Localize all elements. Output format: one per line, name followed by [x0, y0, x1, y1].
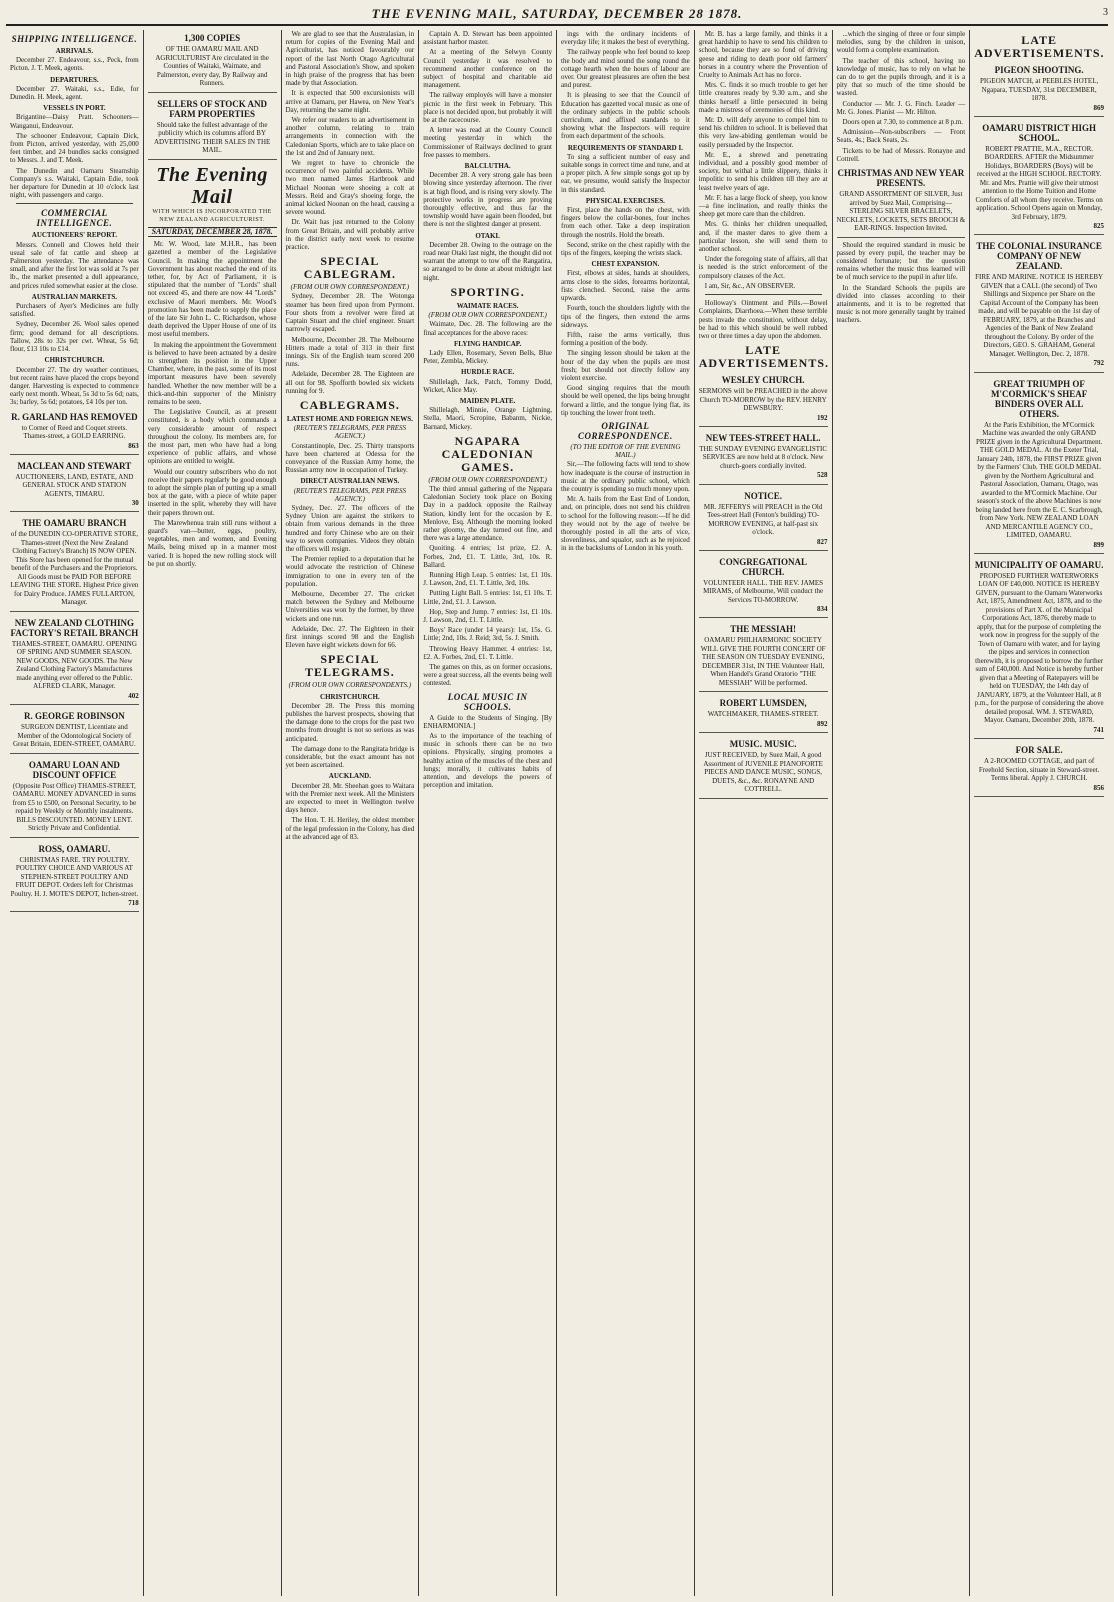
paragraph: To sing a sufficient number of easy and suitable songs in correct time and tune, and at a proper pitch. A few simple songs got up by ear, we presume, would satisfy the Inspector in this standard. — [561, 152, 690, 194]
article-heading: ARRIVALS. — [55, 47, 94, 55]
ad-text: SURGEON DENTIST, Licentiate and Member of the Odontological Society of Great Britain, EDEN-STREET, OAMARU. — [13, 723, 136, 749]
ad-text: ROBERT PRATTIE, M.A., RECTOR. BOARDERS. AFTER the Midsummer Holidays, BOARDERS (Boys) will be received at the HIGH SCHOOL RECTORY. Mr. and Mrs. Prattie will give their utmost attention to the Home Tuition and Home Comforts of all whom they receive. Terms on application. School Opens again on Monday, 3rd February, 1879. — [975, 144, 1103, 221]
paragraph: Throwing Heavy Hammer. 4 entries: 1st, £2. A. Forbes, 2nd, £1. T. Little. — [423, 644, 552, 661]
paragraph: First, elbows at sides, hands at shoulders, arms close to the sides, forearms horizontal, fists clenched. Second, raise the arms upwards. — [561, 269, 690, 303]
paragraph: December 27. The dry weather continues, but recent rains have placed the crops beyond danger. Harvesting is expected to commence early next month. Wheat, 5s 3d to 5s 6d; oats, 3s; barley, 5s 6d; potatoes, £4 10s per ton. — [10, 365, 139, 407]
paragraph: Purchasers of Ayer's Medicines are fully satisfied. — [10, 302, 139, 319]
ad-heading: THE OAMARU BRANCH — [22, 518, 127, 529]
ad-number: 834 — [817, 605, 828, 614]
paper-masthead — [148, 164, 277, 238]
paragraph: The Dunedin and Oamaru Steamship Company's s.s. Waitaki, Captain Edie, took her departure for Dunedin at 10 o'clock last night, with passengers and cargo. — [10, 166, 139, 200]
paragraph: Adelaide, December 28. The Eighteen are all out for 98. Spofforth bowled six wickets running for 9. — [285, 370, 415, 395]
paragraph: Fourth, touch the shoulders lightly with the tips of the fingers, then extend the arms sideways. — [561, 304, 690, 329]
ad-text: At the Paris Exhibition, the M'Cormick Machine was awarded the only GRAND PRIZE given in the Agricultural Department. THE GOLD MEDAL. At the Exeter Trial, January 24th, 1878, the FIRST PRIZE given by the Farmers' Club. THE GOLD MEDAL given by the Northern Agricultural and Pastoral Association, Oamaru, Otago, was awarded to the M'Cormick Machine. Our season's stock of the above Machines is now being landed here from the E. C. Scarbrough, from New York. NEW ZEALAND LOAN AND MERCANTILE AGENCY CO., LIMITED, OAMARU. — [975, 420, 1103, 540]
paragraph: First, place the hands on the chest, with fingers below the collar-bones, four inches from each other. Take a deep inspiration through the nostrils. Hold the breath. — [561, 206, 690, 239]
ad-text: JUST RECEIVED, by Suez Mail, A good Assortment of JUVENILE PIANOFORTE PIECES AND DANCE MUSIC, SONGS, DUETS, &c., &c. RONAYNE AND COTTRELL. — [703, 751, 823, 794]
article-heading: DIRECT AUSTRALIAN NEWS. — [300, 477, 400, 486]
ad-text: A 2-ROOMED COTTAGE, and part of Freehold Section, situate in Steward-street. Terms liberal. Apply J. CHURCH. — [978, 757, 1100, 783]
article-subheading: (REUTER'S TELEGRAMS, PER PRESS AGENCY.) — [293, 424, 407, 441]
ad-heading: MUSIC. MUSIC. — [729, 739, 797, 750]
article-subheading: (FROM OUR OWN CORRESPONDENT.) — [428, 475, 547, 484]
paragraph: We are glad to see that the Australasian, in return for copies of the Evening Mail and Agriculturist, has noticed favourably our report of the last North Otago Agricultural and Pastoral Association's Show, and spoken in high praise of the progress that has been made by that Association. — [285, 30, 415, 88]
paragraph: Constantinople, Dec. 25. Thirty transports have been chartered at Odessa for the conveyance of the Russian Army home, the Russian army now in occupation of Turkey. — [285, 441, 415, 475]
paragraph: The railway employés will have a monster picnic in the first week in February. This place is not decided upon, but probably it will be at the racecourse. — [423, 91, 552, 125]
paragraph: The schooner Endeavour, Captain Dick, from Picton, arrived yesterday, with 25,000 feet timber, and 24 bundles sacks consigned to Messrs. J. and T. Meek. — [10, 131, 139, 165]
ad-heading: ROBERT LUMSDEN, — [719, 698, 807, 709]
paragraph: Dr. Wait has just returned to the Colony from Great Britain, and will probably arrive in the district early next week to resume practice. — [285, 218, 415, 252]
paragraph: Melbourne, December 28. The Melbourne Hitters made a total of 313 in their first innings. Six of the English team scored 200 runs. — [285, 335, 415, 369]
ad-heading: SELLERS OF STOCK AND FARM PROPERTIES — [157, 98, 268, 119]
paragraph: Running High Leap. 5 entries: 1st, £1 10s. J. Lawson, 2nd, £1. T. Little, 3rd, 10s. — [423, 570, 552, 588]
paragraph: Mr. D. will defy anyone to compel him to send his children to school. It is believed that this very law-abiding gentleman would be easily persuaded by the Inspector. — [698, 116, 828, 149]
paragraph: Should the required standard in music be passed by every pupil, the teacher may be considered fortunate; but the question remains whether the music thus learned will be of much service to the pupil in after life. — [836, 240, 966, 282]
paragraph: Hop, Step and Jump. 7 entries: 1st, £1 10s. J. Lawson, 2nd, £1. T. Little. — [423, 607, 552, 624]
section-heading: LOCAL MUSIC IN SCHOOLS. — [447, 691, 528, 712]
article-heading: AUCKLAND. — [328, 772, 371, 781]
article-heading: CHRISTCHURCH. — [44, 356, 105, 365]
paragraph: In the Standard Schools the pupils are divided into classes according to their attainments, and it is to be regretted that music is not more generally taught by trained teachers. — [836, 283, 966, 325]
advertisement — [974, 62, 1104, 117]
paragraph: Good singing requires that the mouth should be well opened, the lips being brought forward a little, and the tongue lying flat, its tip touching the lower front teeth. — [561, 384, 690, 417]
ad-number: 718 — [128, 899, 139, 908]
paragraph: A Guide to the Students of Singing. [By ENHARMONIA.] — [423, 713, 552, 730]
ad-heading: OAMARU LOAN AND DISCOUNT OFFICE — [28, 759, 120, 780]
article-subheading: (FROM OUR OWN CORRESPONDENT.) — [290, 283, 410, 292]
paragraph: Sydney, December 26. Wool sales opened firm; good demand for all descriptions. Tallow, 28s to 32s per cwt. Wheat, 5s 6d; flour, £13 10s to £14. — [10, 320, 139, 354]
article-heading: REQUIREMENTS OF STANDARD I. — [567, 143, 683, 152]
advertisement — [699, 695, 828, 733]
paragraph: December 28. Owing to the outrage on the road near Otaki last night, the thought did not warrant the attempt to tow off the Rangatira, so arranged to be done at about midnight last night. — [423, 240, 552, 282]
paragraph: Mrs. C. finds it so much trouble to get her little creatures ready by 9.30 a.m., and she thinks herself a little persecuted in being made a mistress of ceremonies of this kind. — [698, 81, 828, 114]
section-heading: NGAPARA CALEDONIAN GAMES. — [441, 433, 534, 474]
article-heading: AUSTRALIAN MARKETS. — [31, 292, 117, 301]
masthead-title: THE EVENING MAIL, SATURDAY, DECEMBER 28 1878. — [371, 6, 743, 21]
article-heading: MAIDEN PLATE. — [459, 396, 516, 405]
section-heading: ORIGINAL CORRESPONDENCE. — [577, 420, 673, 441]
paragraph: It is pleasing to see that the Council of Education has gazetted vocal music as one of the ordinary subjects in the public schools curriculum, and affixed standards to it showing what the Inspectors will require from each department of the schools. — [561, 91, 690, 141]
paragraph: Brigantine—Daisy Pratt. Schooners—Wanganui, Endeavour. — [10, 113, 139, 130]
ad-text: VOLUNTEER HALL. THE REV. JAMES MIRAMS, of Melbourne, Will conduct the Services TO-MORROW. — [703, 578, 824, 604]
ad-number: 863 — [128, 441, 139, 450]
ad-heading: NEW TEES-STREET HALL. — [705, 432, 821, 443]
paragraph: Messrs. Connell and Clowes held their usual sale of fat cattle and sheep at Palmerston yesterday. The attendance was small, and after the first lot was sold at 7s per lb., the market presented a dull appearance, and prices ruled somewhat easier at the close. — [10, 240, 139, 290]
paragraph: Mrs. G. thinks her children unequalled, and, if the master dares to give them a particular lesson, she will send them to another school. — [698, 220, 828, 254]
paragraph: Boys' Race (under 14 years): 1st, 15s. G. Little; 2nd, 10s. J. Reid; 3rd, 5s. J. Smith. — [423, 626, 552, 643]
paragraph: It is expected that 500 excursionists will arrive at Oamaru, per Hawea, on New Year's Day, returning the same night. — [285, 89, 415, 114]
column-2 — [144, 30, 282, 1596]
ad-heading: 1,300 COPIES — [184, 33, 241, 43]
paragraph: We regret to have to chronicle the occurrence of two painful accidents. While two men named James Hartbrook and Michael Noonan were shoeing a colt at Messrs. Reid and Gray's shoeing forge, the animal kicked Noonan on the head, causing a severe wound. — [285, 159, 415, 217]
columns — [6, 30, 1108, 1596]
advertisement — [10, 409, 139, 455]
advertisement — [974, 742, 1104, 797]
ad-heading: FOR SALE. — [1015, 745, 1063, 756]
ad-number: 192 — [817, 413, 828, 422]
paragraph: The Legislative Council, as at present constituted, is a body which commands a very considerable amount of respect throughout the colony. Its members are, for the most part, men who have had a long experience of public affairs, and whose opinions are entitled to weight. — [147, 408, 277, 466]
ad-heading: CHRISTMAS AND NEW YEAR PRESENTS. — [837, 168, 965, 189]
ad-text: MR. JEFFERYS will PREACH in the Old Tees-street Hall (Fenton's building) TO-MORROW EVENING, at half-past six o'clock. — [703, 502, 823, 537]
ad-text: THE SUNDAY EVENING EVANGELISTIC SERVICES are now held at 8 o'clock. New church-goers cordially invited. — [699, 444, 828, 470]
paragraph: Sydney, December 28. The Wotonga steamer has been fired upon from Pyrmont. Four shots from a revolver were fired at Captain Stuart and the chief engineer. Stuart narrowly escaped. — [285, 292, 415, 334]
section-heading: SPORTING. — [450, 284, 525, 299]
paragraph: Conductor — Mr. J. G. Finch. Leader — Mr. G. Jones. Pianist — Mr. Hilton. — [836, 99, 966, 116]
section-heading: LATE ADVERTISEMENTS. — [974, 33, 1105, 60]
paragraph: At a meeting of the Selwyn County Council yesterday it was resolved to recommend another conference on the subject of hospital and charitable aid management. — [423, 48, 552, 90]
paper-tagline: WITH WHICH IS INCORPORATED THE NEW ZEALAND AGRICULTURIST. — [152, 208, 272, 223]
advertisement — [699, 554, 828, 619]
advertisement — [974, 557, 1104, 739]
paragraph: The Premier replied to a deputation that he would advocate the restriction of Chinese immigration to one in every ten of the population. — [285, 555, 415, 588]
column-5 — [557, 30, 695, 1596]
paragraph: The games on this, as on former occasions, were a great success, all the events being well contested. — [423, 663, 552, 688]
column-4 — [419, 30, 557, 1596]
advertisement — [974, 376, 1104, 554]
advertisement — [10, 515, 139, 612]
ad-heading: THE MESSIAH! — [730, 624, 796, 635]
ad-heading: MUNICIPALITY OF OAMARU. — [974, 559, 1104, 570]
ad-text: FIRE AND MARINE. NOTICE IS HEREBY GIVEN that a CALL (the second) of Two Shillings and Sixpence per Share on the Capital Account of the Company has been made, and will be payable on the 1st day of FEBRUARY, 1879, at the Branches and Agencies of the Bank of New Zealand throughout the Colony. By order of the Directors, GEO. S. GRAHAM, General Manager. Wellington, Dec. 2, 1878. — [975, 273, 1104, 358]
paragraph: Mr. F. has a large flock of sheep, you know—a fine inclination, and really thinks the sheep get more care than the children. — [698, 193, 828, 219]
ad-text: PIGEON MATCH, at PEEBLES HOTEL, Ngapara, TUESDAY, 31st DECEMBER, 1878. — [980, 77, 1099, 102]
paragraph: The damage done to the Rangitata bridge is considerable, but the exact amount has not yet been ascertained. — [285, 744, 415, 770]
article-heading: DEPARTURES. — [50, 75, 99, 84]
paragraph: Lady Ellen, Rosemary, Seven Bells, Blue Peter, Zembla, Mickey. — [423, 348, 552, 366]
advertisement — [10, 708, 139, 754]
article-heading: PHYSICAL EXERCISES. — [585, 196, 665, 205]
page-number: 3 — [1103, 7, 1108, 18]
ad-number: 741 — [1093, 725, 1104, 734]
paragraph: December 27. Endeavour, s.s., Peck, from Picton. J. T. Meek, agents. — [10, 56, 139, 73]
paragraph: The Hon. T. H. Heriley, the oldest member of the legal profession in the Colony, has died at the advanced age of 83. — [285, 816, 415, 841]
paragraph: Fifth, raise the arms vertically, thus forming a position of the body. — [561, 330, 690, 348]
ad-number: 869 — [1093, 103, 1104, 112]
ad-heading: NEW ZEALAND CLOTHING FACTORY'S RETAIL BRANCH — [10, 617, 139, 638]
ad-heading: R. GARLAND HAS REMOVED — [11, 411, 138, 422]
ad-text: SERMONS will be PREACHED in the above Church TO-MORROW by the REV. HENRY DEWSBURY. — [698, 387, 828, 413]
ad-number: 856 — [1093, 783, 1104, 792]
ad-number: 402 — [128, 691, 139, 700]
paragraph: The Marewhenua train still runs without a guard's van—butter, eggs, poultry, vegetables, men and women, and Evening Mails, being mixed up in a manner most varied. It is hoped the new rolling stock will be put on shortly. — [147, 518, 277, 568]
paragraph: A letter was read at the County Council meeting yesterday in which the Commissioner of Railways declined to grant free passes to members. — [423, 126, 552, 159]
ad-heading: CONGREGATIONAL CHURCH. — [719, 556, 808, 577]
paragraph: Shillelagh, Jack, Patch, Tommy Dodd, Wicket, Alice May. — [423, 377, 552, 394]
paragraph: Sydney, Dec. 27. The officers of the Sydney Union are against the strikers to obtain from various demands in the three hundred and forty Chinese who are on their way to seven companies. Videos they obtain the officers will resign. — [285, 503, 415, 553]
advertisement — [699, 372, 828, 427]
section-heading: SHIPPING INTELLIGENCE. — [11, 34, 138, 44]
ad-heading: WESLEY CHURCH. — [721, 375, 805, 386]
article-subheading: (FROM OUR OWN CORRESPONDENT.) — [428, 311, 547, 320]
ad-number: 825 — [1093, 222, 1104, 231]
paragraph: ...which the singing of three or four simple melodies, sung by the children in unison, would form a complete examination. — [836, 30, 966, 55]
paragraph: Waimate, Dec. 28. The following are the final acceptances for the above races: — [423, 320, 552, 337]
advertisement — [974, 238, 1104, 372]
ad-text: THAMES-STREET, OAMARU. OPENING OF SPRING AND SUMMER SEASON. NEW GOODS, NEW GOODS. The New Zealand Clothing Factory's Manufactures made anything ever offered to the Public. ALFRED CLARK, Manager. — [11, 639, 137, 691]
article-heading: OTAKI. — [475, 231, 500, 240]
paragraph: December 28. Mr. Sheehan goes to Waitara with the Premier next week. All the Ministers are expected to meet in Wellington twelve days hence. — [285, 781, 415, 815]
advertisement — [699, 430, 828, 485]
article-subheading: (FROM OUR OWN CORRESPONDENTS.) — [288, 681, 412, 690]
ad-number: 827 — [817, 537, 828, 546]
divider-rule — [705, 294, 822, 295]
ad-text: to Corner of Reed and Coquet streets. Thames-street, a GOLD EARRING. — [21, 423, 128, 441]
paragraph: Doors open at 7.30, to commence at 8 p.m. — [842, 118, 964, 127]
advertisement — [699, 621, 828, 692]
paragraph: Mr. W. Wood, late M.H.R., has been gazetted a member of the Legislative Council. In making the appointment the Government has about reached the end of its tether, for, by Act of Parliament, it is stipulated that the number of "Lords" shall not exceed 45, and there are now 44 "Lords" exclusive of Maori members. Mr. Wood's promotion has been made to supply the place of the late Sir John L. C. Richardson, whose death deprived the Upper House of one of its most useful members. — [147, 240, 277, 339]
article-heading: CHEST EXPANSION. — [591, 260, 660, 269]
paragraph: As to the importance of the teaching of music in schools there can be no two opinions. Physically, singing promotes a healthy action of the muscles of the chest and lungs; morally, it cultivates habits of attention, and develops the powers of perception and imitation. — [423, 732, 552, 790]
ad-text: (Opposite Post Office) THAMES-STREET, OAMARU. MONEY ADVANCED in sums from £5 to £500, on Personal Security, to be repaid by Weekly or Monthly instalments. BILLS DISCOUNTED. MONEY LENT. Strictly Private and Confidential. — [12, 781, 137, 833]
advertisement — [699, 736, 828, 799]
ad-text: of the DUNEDIN CO-OPERATIVE STORE, Thames-street (Next the New Zealand Clothing Factory's Branch) IS NOW OPEN. This Store has been opened for the mutual benefit of the Purchasers and the Proprietors. All Goods must be PAID FOR BEFORE LEAVING THE STORE. Highest Price given for Dairy Produce. JAMES FULLARTON, Manager. — [10, 530, 139, 607]
paragraph: I am, Sir, &c., AN OBSERVER. — [704, 281, 796, 290]
section-heading: SPECIAL TELEGRAMS. — [305, 652, 395, 680]
paragraph: Melbourne, December 27. The cricket match between the Sydney and Melbourne Universities was won by the former, by three wickets and one run. — [285, 589, 415, 623]
ad-heading: THE COLONIAL INSURANCE COMPANY OF NEW ZEALAND. — [976, 241, 1102, 272]
ad-heading: NOTICE. — [744, 490, 782, 501]
paragraph: Putting Light Ball. 5 entries: 1st, £1 10s. T. Little, 2nd, £1. J. Lawson. — [423, 589, 552, 606]
paragraph: Tickets to be had of Messrs. Ronayne and Cottrell. — [836, 146, 966, 163]
masthead — [6, 6, 1108, 26]
article-heading: LATEST HOME AND FOREIGN NEWS. — [286, 414, 413, 423]
article-heading: FLYING HANDICAP. — [454, 339, 522, 348]
paragraph: In making the appointment the Government is believed to have been actuated by a desire to strengthen its position in the Upper Chamber, where, in the past, some of its most important measures have been severely handled. Whether the new member will be a thick-and-thin supporter of the Ministry remains to be seen. — [147, 340, 277, 406]
ad-text: GRAND ASSORTMENT OF SILVER, Just arrived by Suez Mail, Comprising— STERLING SILVER BRACELETS, NECKLETS, LOCKETS, SETS BROOCH & EAR-RINGS. Inspection Invited. — [836, 190, 966, 233]
paper-name: The Evening Mail — [156, 163, 268, 208]
advertisement — [974, 120, 1104, 236]
ad-number: 528 — [817, 471, 828, 480]
column-8 — [970, 30, 1108, 1596]
article-heading: AUCTIONEERS' REPORT. — [31, 231, 117, 240]
advertisement — [148, 96, 277, 160]
ad-text: WATCHMAKER, THAMES-STREET. — [707, 710, 819, 719]
ad-number: 792 — [1093, 359, 1104, 368]
column-6 — [695, 30, 833, 1596]
paragraph: Adelaide, Dec. 27. The Eighteen in their first innings scored 98 and the English Eleven have eight wickets down for 66. — [285, 624, 415, 650]
column-3 — [282, 30, 420, 1596]
ad-text: OF THE OAMARU MAIL AND AGRICULTURIST Are circulated in the Counties of Waitaki, Waimate, and Palmerston, every day, By Railway and Runners. — [155, 45, 269, 87]
paragraph: ings with the ordinary incidents of everyday life; it makes the best of everything. — [561, 30, 690, 47]
paragraph: Mr. A. hails from the East End of London, and, on principle, does not send his children to school for the following reason:—If he did they would not by the age of twelve be thoroughly posted in all the arts of vice, slovenliness, and squalor, such as he rejoiced in in the backslums of London in his youth. — [561, 495, 690, 553]
ad-text: Should take the fullest advantage of the publicity which its columns afford BY ADVERTISING THEIR SALES IN THE MAIL. — [153, 120, 271, 154]
article-heading: WAIMATE RACES. — [456, 301, 519, 310]
article-subheading: (TO THE EDITOR OF THE EVENING MAIL.) — [570, 442, 681, 460]
ad-text: PROPOSED FURTHER WATERWORKS LOAN OF £40,000. NOTICE IS HEREBY GIVEN, pursuant to the Oamaru Waterworks Act, 1875, Amendment Act, 1878, and to the provisions of Part X. of the Municipal Corporations Act, 1876, thereby made to apply, that for the purpose of completing the work now in progress for the supply of the Town of Oamaru with water, and for laying the pipes and services in connection therewith, it is proposed to borrow the further sum of £40,000. And Notice is hereby further given that a Meeting of Ratepayers will be held on TUESDAY, the 14th day of JANUARY, 1879, at the Volunteer Hall, at 8 p.m., for the purpose of considering the above detailed proposal. WM. J. STEWARD, Mayor. Oamaru, December 20th, 1878. — [974, 571, 1104, 725]
paragraph: December 27. Waitaki, s.s., Edie, for Dunedin. H. Meek, agent. — [10, 84, 139, 102]
ad-heading: ROSS, OAMARU. — [38, 843, 111, 854]
article-heading: BALCLUTHA. — [464, 162, 511, 171]
advertisement — [148, 30, 277, 93]
paragraph: Captain A. D. Stewart has been appointed assistant harbor master. — [423, 30, 552, 47]
ad-text: OAMARU PHILHARMONIC SOCIETY WILL GIVE THE FOURTH CONCERT OF THE SEASON ON TUESDAY EVENING, DECEMBER 31st, IN THE Volunteer Hall, When Handel's Grand Oratorio "THE MESSIAH" Will be performed. — [700, 636, 826, 687]
ad-heading: PIGEON SHOOTING. — [994, 65, 1084, 75]
divider-rule — [16, 203, 133, 204]
paragraph: Quoiting. 4 entries; 1st prize, £2. A. Forbes, 2nd, £1. T. Little, 3rd, 10s. R. Ballard. — [423, 544, 552, 569]
advertisement — [10, 615, 139, 705]
ad-number: 899 — [1093, 540, 1104, 549]
ad-number: 30 — [131, 499, 139, 508]
column-7 — [833, 30, 971, 1596]
paragraph: Would our country subscribers who do not receive their papers regularly be good enough to adopt the simple plan of putting up a small box at the gate, with a piece of white paper inserted in the split, whereby they will have their papers thrown out. — [147, 467, 277, 517]
paragraph: We refer our readers to an advertisement in another column, relating to train arrangements in connection with the Caledonian Sports, which are to take place on the 1st and 2nd of January next. — [285, 116, 415, 157]
section-heading: COMMERCIAL INTELLIGENCE. — [36, 208, 113, 229]
column-1 — [6, 30, 144, 1596]
paragraph: Second, strike on the chest rapidly with the tips of the fingers, keeping the wrists slack. — [561, 240, 690, 258]
paragraph: Holloway's Ointment and Pills.—Bowel Complaints, Diarrhoea.—When these terrible pests invade the constitution, without delay, be had to this which should be well rubbed two or three times a day upon the abdomen. — [698, 299, 828, 340]
ad-heading: R. GEORGE ROBINSON — [23, 711, 125, 722]
article-heading: CHRISTCHURCH. — [320, 692, 380, 701]
advertisement — [699, 488, 828, 551]
paragraph: Sir,—The following facts will tend to show how inadequate is the course of instruction in music at the ordinary public school, which the country is spending so much money upon. — [561, 460, 690, 493]
paper-date: SATURDAY, DECEMBER 28, 1878. — [148, 227, 277, 237]
paragraph: The railway people who feel bound to keep the body and mind sound the song round the cottage hearth when the hours of labour are over. Our greatest pleasures are often the best and purest. — [561, 48, 690, 90]
paragraph: The teacher of this school, having no knowledge of music, has to rely on what he can do to get the pupils through, and it is a pity that so much of the time should be wasted. — [836, 56, 966, 98]
paragraph: Mr. E., a shrewd and penetrating individual, and a possibly good member of society, but withal a little slippery, thinks it impolitic to send his children till they are at least twelve years of age. — [698, 150, 828, 192]
paragraph: Shillelagh, Minnie, Orange Lightning, Stella, Maori, Scropine, Babanm, Nickie, Barnard, Mickey. — [423, 406, 552, 431]
advertisement — [10, 458, 139, 513]
article-heading: HURDLE RACE. — [460, 368, 515, 377]
advertisement — [10, 757, 139, 838]
section-heading: SPECIAL CABLEGRAM. — [303, 254, 397, 282]
ad-heading: OAMARU DISTRICT HIGH SCHOOL. — [982, 122, 1097, 143]
paragraph: The third annual gathering of the Ngapara Caledonian Society took place on Boxing Day in a paddock opposite the Railway Station, kindly lent for the occasion by E. Menlove, Esq. Although the morning looked rather gloomy, the day turned out fine, and there was a large attendance. — [423, 484, 552, 543]
article-heading: VESSELS IN PORT. — [43, 104, 106, 113]
section-heading: CABLEGRAMS. — [299, 397, 400, 412]
advertisement — [837, 165, 966, 238]
advertisement — [10, 841, 139, 913]
article-subheading: (REUTER'S TELEGRAMS, PER PRESS AGENCY.) — [293, 486, 407, 503]
ad-text: CHRISTMAS FARE. TRY POULTRY. POULTRY CHOICE AND VARIOUS AT STEPHEN-STREET POULTRY AND FRUIT DEPOT. Orders left for Christmas Poultry. H. J. MOTE'S DEPOT, Itchen-street. — [10, 855, 139, 898]
ad-heading: GREAT TRIUMPH OF M'CORMICK'S SHEAF BINDERS OVER ALL OTHERS. — [990, 378, 1088, 419]
paragraph: December 28. A very strong gale has been blowing since yesterday afternoon. The river is at high flood, and is rising very slowly. The protective works in progress are proving thoroughly effective, and thus far the township would have again been flooded, but there is not the slightest danger at present. — [423, 171, 552, 229]
paragraph: Under the foregoing state of affairs, all that is needed is the strict enforcement of the compulsory clauses of the Act. — [698, 255, 828, 280]
paragraph: December 28. The Press this morning publishes the harvest prospects, showing that the damage done to the crops for the past two months from drought is not so serious as was anticipated. — [285, 701, 415, 743]
ad-number: 892 — [817, 719, 828, 728]
paragraph: Admission—Non-subscribers — Front Seats, 4s.; Back Seats, 2s. — [836, 128, 966, 145]
section-heading: LATE ADVERTISEMENTS. — [698, 343, 830, 371]
paragraph: Mr. B. has a large family, and thinks it a great hardship to have to send his children to school, because they are so fond of driving geese and riding to death poor old farmers' horses in a country where the Prevention of Cruelty to Animals Act has no force. — [698, 30, 828, 80]
paragraph: The singing lesson should be taken at the hour of the day when the pupils are most fresh; but should not directly follow any violent exercise. — [561, 349, 690, 382]
ad-heading: MACLEAN AND STEWART — [17, 460, 132, 471]
ad-text: AUCTIONEERS, LAND, ESTATE, AND GENERAL STOCK AND STATION AGENTS, TIMARU. — [15, 472, 134, 498]
